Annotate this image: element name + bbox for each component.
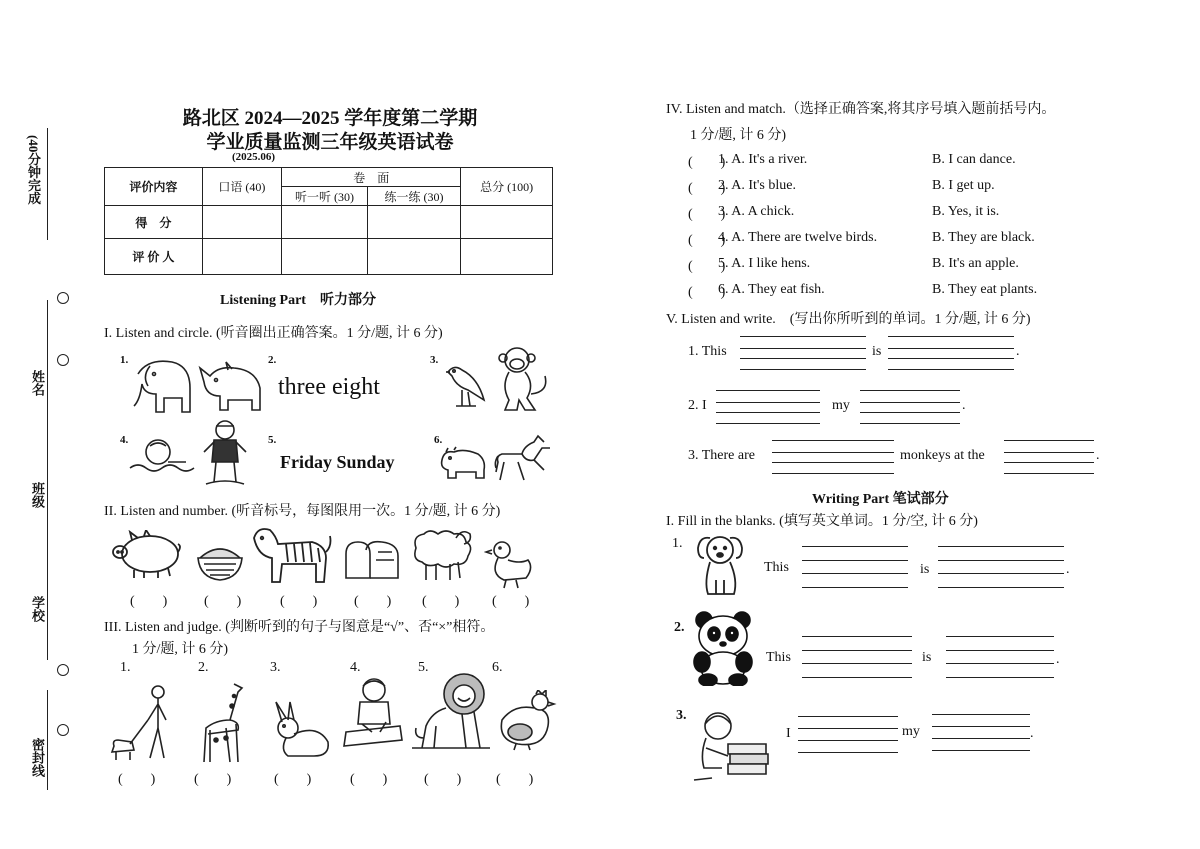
duck-icon[interactable] (484, 538, 536, 590)
match-paren[interactable]: ( ) (688, 285, 726, 300)
school-label: 学校 (30, 596, 45, 622)
match-option-a: 5. A. I like hens. (718, 256, 811, 271)
grader-cell[interactable] (461, 239, 553, 275)
tiger-icon[interactable] (248, 522, 332, 586)
sec1-title: I. Listen and circle. (听音圈出正确答案。1 分/题, 计 6 分) (104, 326, 443, 341)
match-option-b: B. Yes, it is. (932, 204, 1000, 219)
fill-q3-prefix: I (786, 726, 791, 741)
answer-line (740, 358, 866, 359)
match-option-a: 2. A. It's blue. (718, 178, 796, 193)
fill-q1-number: 1. (672, 536, 683, 551)
class-label: 班级 (30, 482, 45, 508)
punch-hole (57, 724, 69, 736)
fill-q3-mid: my (902, 724, 920, 739)
boy-icon[interactable] (200, 418, 250, 490)
answer-paren[interactable]: ( ) (350, 772, 388, 787)
match-paren[interactable]: ( ) (688, 259, 726, 274)
answer-line (860, 412, 960, 413)
answer-line (740, 348, 866, 349)
answer-line (938, 546, 1064, 547)
name-label: 姓名 (30, 370, 45, 396)
match-option-b: B. I get up. (932, 178, 995, 193)
exam-title-line2: 学业质量监测三年级英语试卷 (206, 132, 454, 153)
answer-line[interactable] (798, 752, 898, 753)
item-number: 2. (268, 354, 277, 366)
write-q1-end: . (1016, 344, 1020, 359)
answer-line (798, 740, 898, 741)
fill-q2-prefix: This (766, 650, 791, 665)
match-paren[interactable]: ( ) (688, 233, 726, 248)
elephant-icon[interactable] (128, 354, 196, 416)
punch-hole (57, 292, 69, 304)
answer-line (888, 358, 1014, 359)
write-q2-mid: my (832, 398, 850, 413)
answer-paren[interactable]: ( ) (130, 594, 168, 609)
word-choice-three-eight[interactable]: three eight (278, 374, 380, 400)
writing-sec1-title: I. Fill in the blanks. (填写英文单词。1 分/空, 计 6 分) (666, 514, 978, 529)
listening-heading: Listening Part 听力部分 (220, 293, 376, 308)
punch-hole (57, 664, 69, 676)
write-q1-mid: is (872, 344, 882, 359)
write-q3-mid: monkeys at the (900, 448, 985, 463)
item-number: 1. (120, 660, 131, 675)
answer-line (860, 402, 960, 403)
sec4-title: IV. Listen and match.（选择正确答案,将其序号填入题前括号内。 (666, 102, 1056, 117)
answer-line (932, 738, 1030, 739)
answer-line[interactable] (772, 473, 894, 474)
answer-line (1004, 440, 1094, 441)
sec5-title: V. Listen and write. (写出你所听到的单词。1 分/题, 计 6 分) (666, 312, 1031, 327)
item-number: 5. (268, 434, 277, 446)
write-q3-prefix: 3. There are (688, 448, 755, 463)
answer-paren[interactable]: ( ) (274, 772, 312, 787)
rhino-icon[interactable] (198, 358, 264, 414)
score-col-practice: 练一练 (30) (367, 187, 461, 206)
fill-q2-end: . (1056, 652, 1060, 667)
giraffe-icon[interactable] (196, 680, 248, 766)
score-col-listen: 听一听 (30) (282, 187, 368, 206)
score-table (104, 167, 553, 275)
answer-line (946, 636, 1054, 637)
match-option-b: B. They are black. (932, 230, 1035, 245)
sec4-subtitle: 1 分/题, 计 6 分) (690, 128, 787, 143)
sheep-icon[interactable] (406, 526, 474, 584)
strip-line (47, 300, 48, 660)
answer-paren[interactable]: ( ) (492, 594, 530, 609)
answer-line (716, 412, 820, 413)
match-option-a: 6. A. They eat fish. (718, 282, 825, 297)
seal-label: 密封线 (30, 738, 45, 777)
fill-q2-number: 2. (674, 620, 685, 635)
answer-line[interactable] (938, 587, 1064, 588)
match-option-b: B. I can dance. (932, 152, 1016, 167)
answer-line[interactable] (888, 369, 1014, 370)
boy-drawing-icon[interactable] (342, 676, 406, 748)
answer-line (802, 636, 912, 637)
time-note: (40分钟完成 (26, 135, 41, 205)
write-q2-end: . (962, 398, 966, 413)
sec3-title: III. Listen and judge. (判断听到的句子与图意是“√”、否“×”相符。 (104, 620, 495, 635)
answer-paren[interactable]: ( ) (424, 772, 462, 787)
item-number: 1. (120, 354, 129, 366)
fill-q1-mid: is (920, 562, 930, 577)
answer-line (802, 650, 912, 651)
sec3-subtitle: 1 分/题, 计 6 分) (132, 642, 229, 657)
grader-cell[interactable] (202, 239, 282, 275)
answer-line (860, 390, 960, 391)
write-q1-prefix: 1. This (688, 344, 727, 359)
punch-hole (57, 354, 69, 366)
answer-line (716, 390, 820, 391)
answer-line (740, 336, 866, 337)
answer-line[interactable] (946, 677, 1054, 678)
answer-line (772, 440, 894, 441)
word-choice-friday-sunday[interactable]: Friday Sunday (280, 452, 395, 472)
match-option-a: 3. A. A chick. (718, 204, 795, 219)
fill-q3-end: . (1030, 726, 1034, 741)
item-number: 5. (418, 660, 429, 675)
answer-paren[interactable]: ( ) (280, 594, 318, 609)
answer-line (798, 728, 898, 729)
answer-paren[interactable]: ( ) (422, 594, 460, 609)
fill-q3-number: 3. (676, 708, 687, 723)
answer-paren[interactable]: ( ) (354, 594, 392, 609)
panda-icon[interactable] (692, 610, 754, 686)
monkey-icon[interactable] (495, 344, 551, 414)
answer-line (938, 560, 1064, 561)
answer-line (772, 452, 894, 453)
rice-bowl-icon[interactable] (196, 538, 244, 584)
answer-line[interactable] (802, 587, 908, 588)
answer-line (802, 663, 912, 664)
answer-line (946, 663, 1054, 664)
dog-icon[interactable] (692, 532, 748, 598)
fill-q2-mid: is (922, 650, 932, 665)
answer-line (798, 716, 898, 717)
answer-line[interactable] (802, 677, 912, 678)
match-option-b: B. They eat plants. (932, 282, 1038, 297)
answer-line (802, 560, 908, 561)
answer-line[interactable] (860, 423, 960, 424)
answer-paren[interactable]: ( ) (194, 772, 232, 787)
score-col-total: 总分 (100) (461, 168, 553, 206)
match-paren[interactable]: ( ) (688, 181, 726, 196)
sec2-title: II. Listen and number. (听音标号，每图限用一次。1 分/题, 计 6 分) (104, 504, 501, 519)
swimmer-icon[interactable] (128, 434, 200, 478)
answer-line (802, 546, 908, 547)
answer-line[interactable] (932, 750, 1030, 751)
score-cell[interactable] (202, 206, 282, 239)
answer-line (716, 402, 820, 403)
item-number: 6. (492, 660, 503, 675)
score-col-item: 评价内容 (105, 168, 203, 206)
bird-icon[interactable] (444, 360, 490, 412)
score-row-score: 得 分 (105, 206, 203, 239)
hen-icon[interactable] (494, 690, 558, 752)
score-cell[interactable] (461, 206, 553, 239)
match-paren[interactable]: ( ) (688, 207, 726, 222)
answer-line[interactable] (716, 423, 820, 424)
hippo-icon[interactable] (436, 446, 488, 482)
answer-line (888, 336, 1014, 337)
exam-date: (2025.06) (232, 151, 276, 163)
answer-line[interactable] (740, 369, 866, 370)
item-number: 3. (270, 660, 281, 675)
answer-line (1004, 462, 1094, 463)
score-cell[interactable] (282, 206, 368, 239)
grader-cell[interactable] (367, 239, 461, 275)
exam-title-line1: 路北区 2024—2025 学年度第二学期 (182, 108, 478, 129)
answer-line (1004, 452, 1094, 453)
answer-line (932, 726, 1030, 727)
answer-paren[interactable]: ( ) (204, 594, 242, 609)
answer-line (946, 650, 1054, 651)
write-q3-end: . (1096, 448, 1100, 463)
answer-line (932, 714, 1030, 715)
match-option-a: 1. A. It's a river. (718, 152, 808, 167)
item-number: 3. (430, 354, 439, 366)
score-col-paper: 卷 面 (282, 168, 461, 187)
lion-icon[interactable] (412, 668, 492, 750)
rabbit-icon[interactable] (268, 700, 334, 760)
match-option-b: B. It's an apple. (932, 256, 1019, 271)
strip-line (47, 690, 48, 790)
answer-line (938, 573, 1064, 574)
item-number: 4. (120, 434, 129, 446)
horse-icon[interactable] (494, 432, 552, 486)
item-number: 4. (350, 660, 361, 675)
grader-cell[interactable] (282, 239, 368, 275)
fill-q1-prefix: This (764, 560, 789, 575)
answer-line[interactable] (1004, 473, 1094, 474)
item-number: 6. (434, 434, 443, 446)
answer-paren[interactable]: ( ) (496, 772, 534, 787)
match-paren[interactable]: ( ) (688, 155, 726, 170)
fill-q1-end: . (1066, 562, 1070, 577)
answer-paren[interactable]: ( ) (118, 772, 156, 787)
girl-books-icon[interactable] (692, 708, 776, 784)
dog-walker-icon[interactable] (108, 684, 180, 764)
score-cell[interactable] (367, 206, 461, 239)
bread-icon[interactable] (342, 538, 402, 582)
score-col-oral: 口语 (40) (202, 168, 282, 206)
pig-icon[interactable] (110, 530, 182, 582)
score-row-grader: 评 价 人 (105, 239, 203, 275)
answer-line (772, 462, 894, 463)
writing-heading: Writing Part 笔试部分 (812, 492, 949, 507)
answer-line (802, 573, 908, 574)
answer-line (888, 348, 1014, 349)
item-number: 2. (198, 660, 209, 675)
write-q2-prefix: 2. I (688, 398, 707, 413)
match-option-a: 4. A. There are twelve birds. (718, 230, 878, 245)
